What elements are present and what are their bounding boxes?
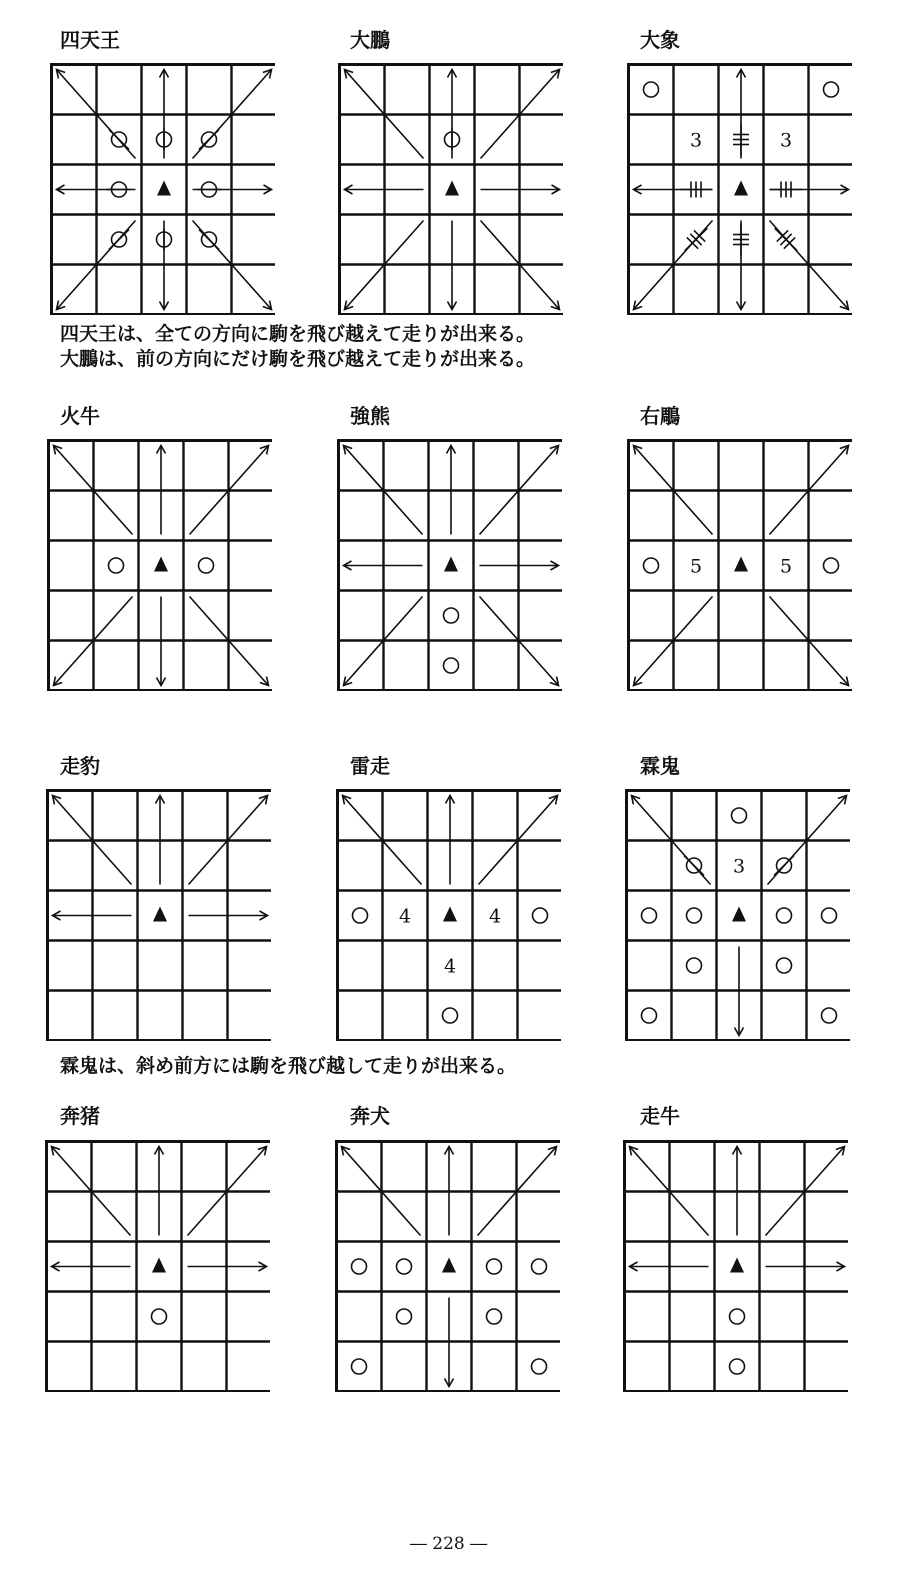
- piece-title-sohyo: 走豹: [60, 754, 100, 778]
- move-diagram-sohyo: [46, 789, 271, 1041]
- move-diagram-ucho: [627, 439, 852, 691]
- step-count-cell-d3: 5: [779, 555, 793, 578]
- piece-title-sogyu: 走牛: [640, 1104, 680, 1128]
- piece-title-shitenno: 四天王: [60, 28, 120, 52]
- piece-title-kagyu: 火牛: [60, 404, 100, 428]
- move-diagram-raiso: [336, 789, 561, 1041]
- step-count-cell-d3: 4: [488, 905, 502, 928]
- piece-title-taiho: 大鵬: [350, 28, 390, 52]
- piece-title-raiso: 雷走: [350, 754, 390, 778]
- step-count-cell-b2: 3: [689, 129, 703, 152]
- step-count-cell-c2: 3: [732, 855, 746, 878]
- step-count-cell-d2: 3: [779, 129, 793, 152]
- piece-title-rinki: 霖鬼: [640, 754, 680, 778]
- move-diagram-kagyu: [47, 439, 272, 691]
- move-diagram-sogyu: [623, 1140, 848, 1392]
- step-count-cell-c4: 4: [443, 955, 457, 978]
- move-diagram-shitenno: [50, 63, 275, 315]
- piece-title-honcho: 奔猪: [60, 1104, 100, 1128]
- move-diagram-kyoyu: [337, 439, 562, 691]
- piece-title-taizo: 大象: [640, 28, 680, 52]
- note-shitenno: 四天王は、全ての方向に駒を飛び越えて走りが出来る。: [60, 323, 536, 345]
- page-number: ― 228 ―: [409, 1534, 488, 1554]
- note-rinki: 霖鬼は、斜め前方には駒を飛び越して走りが出来る。: [60, 1055, 517, 1077]
- step-count-cell-b3: 5: [689, 555, 703, 578]
- step-count-cell-b3: 4: [398, 905, 412, 928]
- piece-title-kyoyu: 強熊: [350, 404, 390, 428]
- move-diagram-taizo: [627, 63, 852, 315]
- piece-title-ucho: 右鵰: [640, 404, 680, 428]
- move-diagram-honken: [335, 1140, 560, 1392]
- piece-title-honken: 奔犬: [350, 1104, 390, 1128]
- move-diagram-honcho: [45, 1140, 270, 1392]
- move-diagram-rinki: [625, 789, 850, 1041]
- move-diagram-taiho: [338, 63, 563, 315]
- note-taiho: 大鵬は、前の方向にだけ駒を飛び越えて走りが出来る。: [60, 348, 536, 370]
